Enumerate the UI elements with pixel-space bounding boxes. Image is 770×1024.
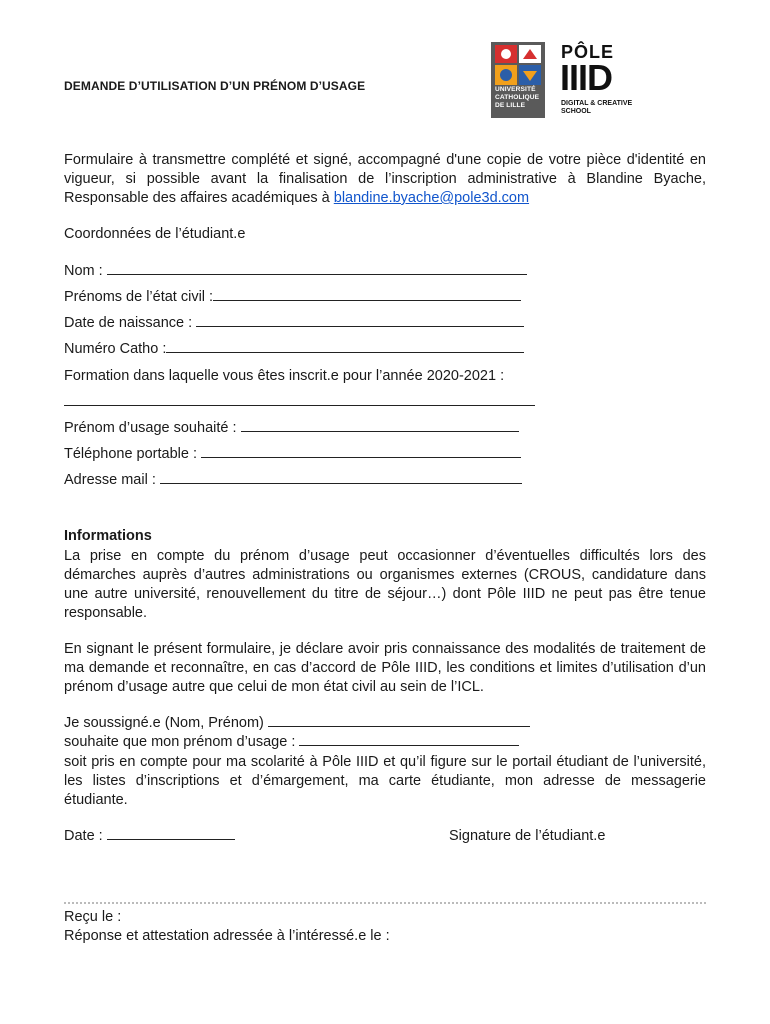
field-date-naissance[interactable]: Date de naissance :: [64, 315, 524, 331]
field-formation[interactable]: [64, 394, 535, 410]
intro-paragraph: Formulaire à transmettre complété et signé, accompagné d'une copie de votre pièce d'identité en vigueur, si possible avant la finalisation de l’inscription administrative à Blandine Byache, Responsable des affaires académiques à blandine.byache@pole3d.com: [64, 152, 706, 206]
recu-le: Reçu le :: [64, 909, 122, 925]
page-title: DEMANDE D’UTILISATION D’UN PRÉNOM D’USAGE: [64, 79, 366, 93]
informations-paragraph-2: En signant le présent formulaire, je déclare avoir pris connaissance des modalités de traitement de ma demande et reconnaître, en cas d’accord de Pôle IIID, les conditions et limites d’utilisation d’un prénom d’usage autre que celui de mon état civil au sein de l’ICL.: [64, 641, 706, 695]
field-prenom-usage[interactable]: Prénom d’usage souhaité :: [64, 420, 519, 436]
field-formation-label: Formation dans laquelle vous êtes inscrit.e pour l’année 2020-2021 :: [64, 368, 505, 384]
informations-heading: Informations: [64, 528, 152, 544]
dotted-separator: [64, 902, 706, 904]
field-date[interactable]: Date :: [64, 828, 235, 844]
informations-paragraph-1: La prise en compte du prénom d’usage peut occasionner d’éventuelles difficultés lors des démarches auprès d’autres administrations ou organismes externes (CROUS, candidature dans une autre université, renouvellement du titre de séjour…) dont Pôle IIID ne peut pas être tenue responsable.: [64, 548, 706, 621]
field-prenoms-civil[interactable]: Prénoms de l’état civil :: [64, 289, 521, 305]
field-numero-catho[interactable]: Numéro Catho :: [64, 341, 524, 357]
email-link[interactable]: blandine.byache@pole3d.com: [333, 190, 530, 206]
field-soussigne[interactable]: Je soussigné.e (Nom, Prénom): [64, 715, 530, 731]
pole-iiid-logo: PÔLE IIID DIGITAL & CREATIVE SCHOOL: [560, 42, 633, 115]
field-telephone[interactable]: Téléphone portable :: [64, 446, 521, 462]
ucl-crest-icon: [495, 45, 541, 85]
coords-heading: Coordonnées de l’étudiant.e: [64, 226, 246, 242]
field-nom[interactable]: Nom :: [64, 263, 527, 279]
field-adresse-mail[interactable]: Adresse mail :: [64, 472, 522, 488]
reponse-attestation: Réponse et attestation adressée à l’intéressé.e le :: [64, 928, 390, 944]
ucl-logo: [491, 42, 545, 118]
field-prenom-usage-souhaite[interactable]: souhaite que mon prénom d’usage :: [64, 734, 519, 750]
ucl-logo-text: UNIVERSITÉ CATHOLIQUE DE LILLE: [495, 86, 540, 109]
declaration-paragraph: soit pris en compte pour ma scolarité à Pôle IIID et qu’il figure sur le portail étudiant de l’université, les listes d’inscriptions et d’émargement, ma carte étudiante, mon adresse de messagerie étudiante.: [64, 754, 706, 808]
signature-label: Signature de l’étudiant.e: [449, 828, 606, 844]
